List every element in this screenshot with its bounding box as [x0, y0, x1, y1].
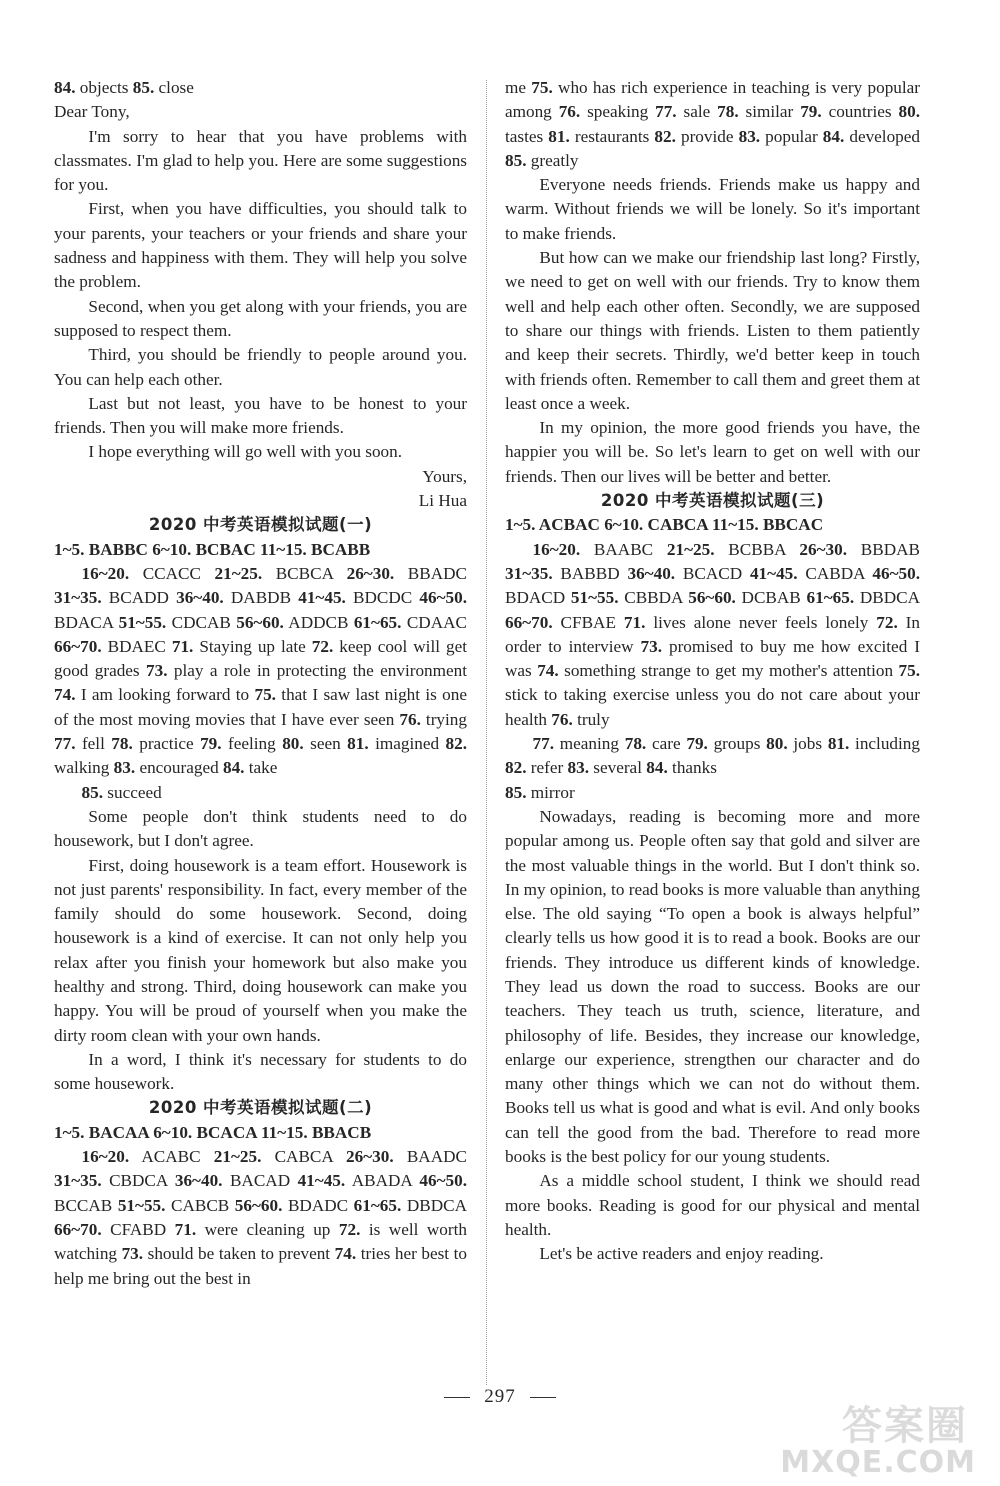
test3-answers-77-84: 77. meaning 78. care 79. groups 80. jobs 81. including 82. refer 83. several 84. thanks: [505, 734, 920, 778]
essay1-paragraph: Some people don't think students need to do housework, but I don't agree.: [54, 806, 467, 851]
letter-paragraph: I hope everything will go well with you soon.: [88, 442, 403, 462]
test1-answers-row1: 1~5. BABBC 6~10. BCBAC 11~15. BCABB: [54, 539, 371, 559]
watermark-logo: [768, 1394, 978, 1480]
watermark-top: 答案圈: [842, 1403, 968, 1449]
watermark-bottom: MXQE.COM: [780, 1445, 976, 1480]
test1-answers-85: 85. succeed: [81, 782, 162, 802]
test1-title: 2020 中考英语模拟试题(一): [148, 515, 373, 535]
test3-answers: 16~20. BAABC 21~25. BCBBA 26~30. BBDAB 31~35. BABBD 36~40. BCACD 41~45. CABDA 46~50. BDACD 51~55. CBBDA 56~60. DCBAB 61~65. DBDCA 66~70. CFBAE 71. lives alone never feels lonely 72. In order to interview 73. promised to buy me how excited I was 74. something strange to get my mother's attention 75. stick to taking exercise unless you do not care about your health 76. truly: [505, 539, 921, 729]
left-column: [54, 76, 467, 1291]
essay3-paragraph: Let's be active readers and enjoy reading.: [539, 1244, 824, 1264]
test2-title: 2020 中考英语模拟试题(二): [148, 1098, 373, 1118]
test2-answers-row1: 1~5. BACAA 6~10. BCACA 11~15. BBACB: [54, 1122, 372, 1142]
test2-answers-continued: me 75. who has rich experience in teaching is very popular among 76. speaking 77. sale 78. similar 79. countries 80. tastes 81. restaurants 82. provide 83. popular 84. developed 85. greatly: [505, 78, 921, 170]
column-divider: [486, 80, 487, 1385]
essay1-paragraph: First, doing housework is a team effort. Housework is not just parents' responsibility. In fact, every member of the family should do some housework. Second, doing housework is a kind of exercise. It can not only help you relax after you finish your homework but also make you healthy and strong. Third, doing housework can make you happy. You will be proud of yourself when you make the dirty room clean with your own hands.: [54, 855, 467, 1045]
page-number-dash-right: [530, 1397, 556, 1398]
essay3-paragraph: Nowadays, reading is becoming more and more popular among us. People often say that gold and silver are the most valuable things in the world. But I don't think so. In my opinion, to read books is more valuable than anything else. The old saying “To open a book is always helpful” clearly tells us how good it is to read a book. Books are our friends. They introduce us different kinds of knowledge. They lead us down the road to success. Books are our teachers. They teach us truth, science, literature, and philosophy of life. Besides, they increase our knowledge, enlarge our experience, strengthen our character and do many other things which we can not do without them. Books tell us what is good and what is evil. And only books can tell the good from the bad. Therefore to read more books is the best policy for our young students.: [505, 806, 920, 1167]
right-column: [505, 76, 920, 1267]
page-number-text: 297: [484, 1386, 516, 1407]
essay2-paragraph: Everyone needs friends. Friends make us happy and warm. Without friends we will be lonely. So it's important to make friends.: [505, 175, 920, 243]
letter-closing: Yours,: [422, 466, 467, 486]
test3-title: 2020 中考英语模拟试题(三): [600, 491, 825, 511]
test2-answers: 16~20. ACABC 21~25. CABCA 26~30. BAADC 31~35. CBDCA 36~40. BACAD 41~45. ABADA 46~50. BCCAB 51~55. CABCB 56~60. BDADC 61~65. DBDCA 66~70. CFABD 71. were cleaning up 72. is well worth watching 73. should be taken to prevent 74. tries her best to help me bring out the best in: [54, 1147, 467, 1288]
page-number-dash-left: [444, 1397, 470, 1398]
letter-paragraph: First, when you have difficulties, you should talk to your parents, your teachers or your friends and share your sadness and happiness with them. They will help you solve the problem.: [54, 199, 467, 292]
essay1-paragraph: In a word, I think it's necessary for students to do some housework.: [54, 1049, 467, 1094]
essay2-paragraph: In my opinion, the more good friends you have, the happier you will be. So let's learn to get on well with our friends. Then our lives will be better and better.: [505, 418, 920, 486]
letter-paragraph: Last but not least, you have to be honest to your friends. Then you will make more friends.: [54, 393, 467, 438]
letter-paragraph: Second, when you get along with your friends, you are supposed to respect them.: [54, 296, 467, 340]
letter-signature: Li Hua: [418, 491, 467, 511]
test3-answers-row1: 1~5. ACBAC 6~10. CABCA 11~15. BBCAC: [505, 515, 824, 535]
letter-greeting: Dear Tony,: [54, 102, 130, 122]
letter-paragraph: Third, you should be friendly to people around you. You can help each other.: [54, 345, 467, 389]
answers-84-85: 84. objects 85. close: [54, 78, 194, 97]
essay3-paragraph: As a middle school student, I think we should read more books. Reading is good for our physical and mental health.: [505, 1171, 920, 1239]
essay2-paragraph: But how can we make our friendship last long? Firstly, we need to get on well with our friends. Try to know them well and help each other often. Secondly, we are supposed to share our things with friends. Listen to them patiently and keep their secrets. Thirdly, we'd better keep in touch with friends often. Remember to call them and greet them at least once a week.: [505, 248, 920, 413]
test3-answers-85: 85. mirror: [505, 782, 575, 802]
test1-answers: 16~20. CCACC 21~25. BCBCA 26~30. BBADC 31~35. BCADD 36~40. DABDB 41~45. BDCDC 46~50. BDACA 51~55. CDCAB 56~60. ADDCB 61~65. CDAAC 66~70. BDAEC 71. Staying up late 72. keep cool will get good grades 73. play a role in protecting the environment 74. I am looking forward to 75. that I saw last night is one of the most moving movies that I have ever seen 76. trying 77. fell 78. practice 79. feeling 80. seen 81. imagined 82. walking 83. encouraged 84. take: [54, 563, 468, 778]
letter-paragraph: I'm sorry to hear that you have problems with classmates. I'm glad to help you. Here are some suggestions for you.: [54, 126, 467, 195]
